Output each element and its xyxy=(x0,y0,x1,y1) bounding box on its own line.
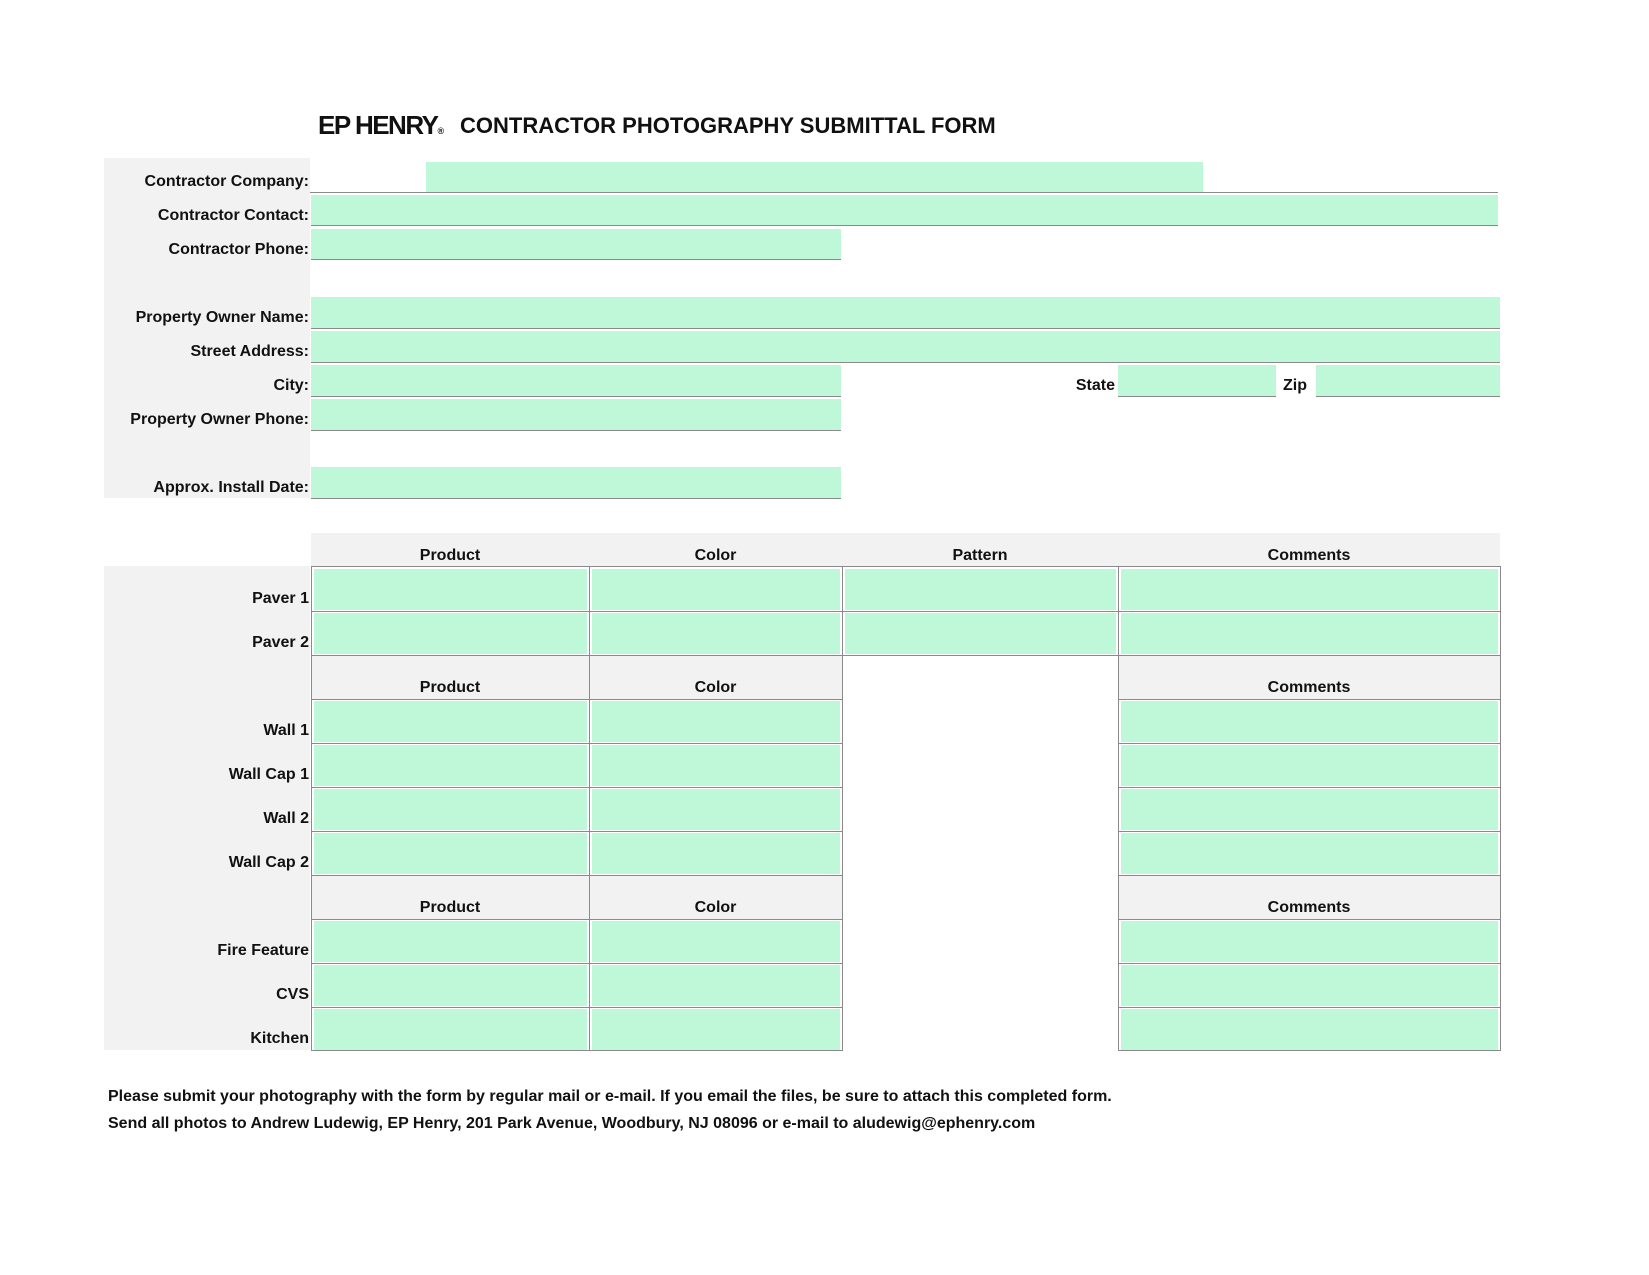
paver2-comments-input[interactable] xyxy=(1121,613,1498,654)
contractor-phone-label: Contractor Phone: xyxy=(168,241,309,258)
cvs-product-input[interactable] xyxy=(314,965,587,1006)
property-owner-name-input[interactable] xyxy=(311,297,1500,329)
city-label: City: xyxy=(273,377,309,394)
paver-header-pattern: Pattern xyxy=(952,547,1008,564)
wall-row-label: Wall 1 xyxy=(263,722,309,739)
zip-label: Zip xyxy=(1283,377,1307,394)
grid-line xyxy=(311,919,843,920)
property-owner-name-label: Property Owner Name: xyxy=(135,309,309,326)
wall1-product-input[interactable] xyxy=(314,701,587,742)
contractor-company-label: Contractor Company: xyxy=(144,173,309,190)
contractor-contact-input[interactable] xyxy=(311,195,1498,226)
footer-contact: Send all photos to Andrew Ludewig, EP Henry, 201 Park Avenue, Woodbury, NJ 08096 or e-mail to aludewig@ephenry.com xyxy=(108,1115,1036,1132)
state-label: State xyxy=(1075,377,1115,394)
wallcap2-product-input[interactable] xyxy=(314,833,587,874)
logo xyxy=(318,110,444,141)
logo-text: EP HENRY xyxy=(318,110,438,140)
fire-feature-color-input[interactable] xyxy=(592,921,840,962)
paver2-product-input[interactable] xyxy=(314,613,587,654)
grid-line xyxy=(311,655,1501,656)
paver-row-label: Paver 2 xyxy=(252,634,309,651)
feature-header-product: Product xyxy=(419,899,481,916)
paver1-comments-input[interactable] xyxy=(1121,569,1498,610)
grid-line xyxy=(1118,1007,1501,1008)
grid-line xyxy=(311,743,843,744)
grid-line xyxy=(589,566,590,1050)
wall-row-label: Wall Cap 1 xyxy=(228,766,309,783)
paver1-pattern-input[interactable] xyxy=(845,569,1116,610)
grid-line xyxy=(1500,566,1501,1050)
wallcap1-product-input[interactable] xyxy=(314,745,587,786)
install-date-input[interactable] xyxy=(311,467,841,499)
grid-line xyxy=(311,1050,843,1051)
cvs-comments-input[interactable] xyxy=(1121,965,1498,1006)
grid-line xyxy=(1118,699,1501,700)
feature-row-label: Fire Feature xyxy=(217,942,309,959)
feature-header-color: Color xyxy=(694,899,737,916)
page-title: CONTRACTOR PHOTOGRAPHY SUBMITTAL FORM xyxy=(460,113,996,138)
kitchen-comments-input[interactable] xyxy=(1121,1009,1498,1050)
wallcap1-comments-input[interactable] xyxy=(1121,745,1498,786)
grid-line xyxy=(1118,743,1501,744)
feature-row-label: CVS xyxy=(276,986,309,1003)
wall2-comments-input[interactable] xyxy=(1121,789,1498,830)
paver-header-comments: Comments xyxy=(1267,547,1351,564)
wallcap2-color-input[interactable] xyxy=(592,833,840,874)
street-address-input[interactable] xyxy=(311,331,1500,363)
grid-line xyxy=(1118,919,1501,920)
fire-feature-product-input[interactable] xyxy=(314,921,587,962)
wallcap1-color-input[interactable] xyxy=(592,745,840,786)
kitchen-color-input[interactable] xyxy=(592,1009,840,1050)
zip-input[interactable] xyxy=(1316,365,1500,397)
wall-header-color: Color xyxy=(694,679,737,696)
grid-line xyxy=(1118,831,1501,832)
grid-line xyxy=(311,699,843,700)
city-input[interactable] xyxy=(311,365,841,397)
paver1-color-input[interactable] xyxy=(592,569,840,610)
grid-line xyxy=(1118,963,1501,964)
wall2-product-input[interactable] xyxy=(314,789,587,830)
grid-line xyxy=(311,831,843,832)
kitchen-product-input[interactable] xyxy=(314,1009,587,1050)
wall1-comments-input[interactable] xyxy=(1121,701,1498,742)
paver2-color-input[interactable] xyxy=(592,613,840,654)
install-date-label: Approx. Install Date: xyxy=(153,479,309,496)
paver2-pattern-input[interactable] xyxy=(845,613,1116,654)
contractor-company-input[interactable] xyxy=(426,162,1203,192)
grid-line xyxy=(311,875,843,876)
state-input[interactable] xyxy=(1118,365,1276,397)
wall1-color-input[interactable] xyxy=(592,701,840,742)
wall-header-comments: Comments xyxy=(1267,679,1351,696)
wall2-color-input[interactable] xyxy=(592,789,840,830)
grid-line xyxy=(311,566,312,1050)
grid-line xyxy=(842,566,843,1050)
wall-header-product: Product xyxy=(419,679,481,696)
contractor-company-underline xyxy=(310,192,1498,193)
feature-header-comments: Comments xyxy=(1267,899,1351,916)
property-owner-phone-label: Property Owner Phone: xyxy=(130,411,309,428)
contractor-phone-input[interactable] xyxy=(311,229,841,260)
street-address-label: Street Address: xyxy=(190,343,309,360)
property-owner-phone-input[interactable] xyxy=(311,399,841,431)
grid-line xyxy=(311,1007,843,1008)
feature-row-label: Kitchen xyxy=(250,1030,309,1047)
footer-instructions: Please submit your photography with the form by regular mail or e-mail. If you email the files, be sure to attach this completed form. xyxy=(108,1088,1112,1105)
logo-registered-mark: ® xyxy=(437,126,445,136)
grid-line xyxy=(1118,1050,1501,1051)
grid-line xyxy=(311,566,1501,567)
wall-row-label: Wall 2 xyxy=(263,810,309,827)
wall-row-label: Wall Cap 2 xyxy=(228,854,309,871)
grid-line xyxy=(311,611,1501,612)
grid-line xyxy=(311,963,843,964)
grid-line xyxy=(1118,787,1501,788)
cvs-color-input[interactable] xyxy=(592,965,840,1006)
paver-header-product: Product xyxy=(419,547,481,564)
paver1-product-input[interactable] xyxy=(314,569,587,610)
fire-feature-comments-input[interactable] xyxy=(1121,921,1498,962)
grid-line xyxy=(1118,875,1501,876)
grid-line xyxy=(1118,566,1119,1050)
wallcap2-comments-input[interactable] xyxy=(1121,833,1498,874)
contractor-contact-label: Contractor Contact: xyxy=(157,207,309,224)
paver-row-label: Paver 1 xyxy=(252,590,309,607)
paver-header-color: Color xyxy=(694,547,737,564)
grid-line xyxy=(311,787,843,788)
